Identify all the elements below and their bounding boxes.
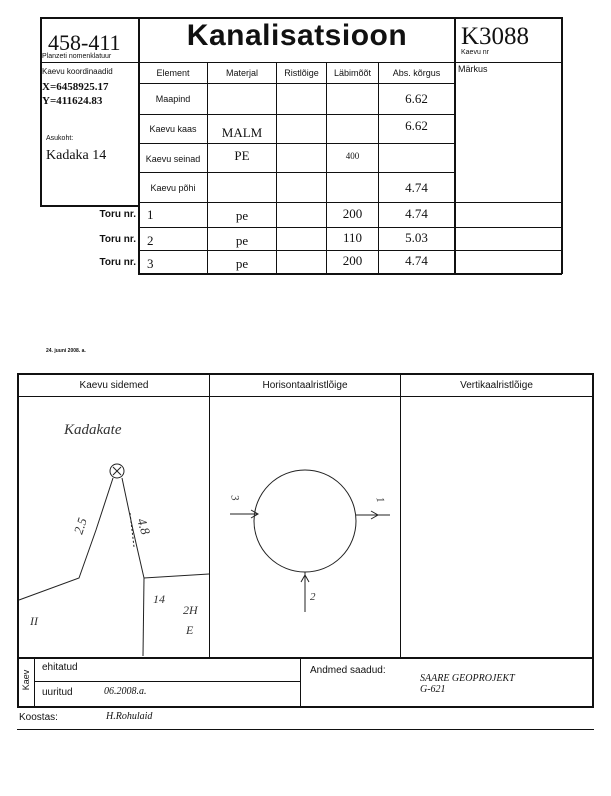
source-company: SAARE GEOPROJEKT bbox=[420, 673, 515, 684]
well-id: K3088 bbox=[461, 23, 530, 50]
sheet-caption: Planzeti nomenklatuur bbox=[42, 53, 112, 60]
row-element: Kaevu põhi bbox=[150, 182, 196, 193]
panel-title-vertical: Vertikaalristlõige bbox=[460, 380, 533, 391]
sketch-pipe-3: 3 bbox=[228, 494, 242, 502]
well-vertical-label: Kaev bbox=[21, 669, 31, 691]
boundary-lower bbox=[143, 578, 144, 656]
coords-label: Kaevu koordinaadid bbox=[42, 67, 113, 76]
col-material: Materjal bbox=[225, 68, 258, 78]
sketch-plot-14: 14 bbox=[153, 592, 165, 606]
row-element: Maapind bbox=[155, 94, 191, 104]
pipe-diameter: 200 bbox=[342, 253, 363, 268]
row-material: PE bbox=[234, 147, 250, 163]
location-label: Asukoht: bbox=[46, 135, 74, 142]
pipe-height: 4.74 bbox=[405, 206, 428, 221]
sketch-plot-e: E bbox=[186, 623, 194, 637]
panel-title-connections: Kaevu sidemed bbox=[79, 380, 149, 391]
pipe-label: Toru nr. bbox=[99, 209, 136, 220]
sketch-plot-ii: II bbox=[30, 614, 38, 628]
col-section: Ristlõige bbox=[284, 68, 319, 78]
row-height: 4.74 bbox=[405, 179, 428, 195]
row-material: MALM bbox=[221, 125, 263, 140]
pipe-height: 5.03 bbox=[405, 230, 428, 245]
author-name: H.Rohulaid bbox=[106, 711, 153, 722]
location-sketch bbox=[19, 464, 209, 656]
col-element: Element bbox=[156, 68, 190, 78]
row-diameter: 400 bbox=[345, 150, 360, 161]
sketch-distance-left: 2.5 bbox=[70, 515, 90, 536]
pipe-diameter: 110 bbox=[342, 230, 363, 245]
sketch-street-label: Kadakate bbox=[64, 422, 122, 438]
pipe-label: Toru nr. bbox=[99, 234, 136, 245]
pipe-material: pe bbox=[235, 208, 249, 223]
author-label: Koostas: bbox=[19, 712, 58, 723]
source-code: G-621 bbox=[420, 684, 446, 695]
surveyed-date: 06.2008.a. bbox=[104, 686, 147, 697]
location-value: Kadaka 14 bbox=[46, 148, 107, 163]
well-caption: Kaevu nr bbox=[461, 49, 490, 56]
row-height: 6.62 bbox=[405, 91, 428, 106]
col-diameter: Läbimõõt bbox=[333, 68, 372, 78]
page-title: Kanalisatsioon bbox=[186, 19, 408, 52]
well-circle bbox=[254, 470, 356, 572]
sheet-number: 458-411 bbox=[48, 30, 121, 55]
surveyed-label: uuritud bbox=[42, 687, 73, 698]
col-height: Abs. kõrgus bbox=[392, 68, 441, 78]
source-label: Andmed saadud: bbox=[310, 665, 386, 676]
pipe-number: 2 bbox=[147, 233, 154, 248]
boundary-right bbox=[122, 478, 209, 578]
sketch-distance-right: 4.8 bbox=[134, 516, 154, 537]
sketch-pipe-1: 1 bbox=[373, 496, 387, 504]
coord-x: X=6458925.17 bbox=[42, 81, 109, 93]
pipe-number: 3 bbox=[147, 256, 154, 271]
boundary-left bbox=[19, 478, 113, 600]
row-height: 6.62 bbox=[405, 118, 428, 133]
date-note: 24. juuni 2008. a. bbox=[46, 348, 86, 354]
pipe-diameter: 200 bbox=[342, 206, 363, 221]
built-label: ehitatud bbox=[42, 662, 78, 673]
row-element: Kaevu kaas bbox=[149, 124, 197, 134]
pipe-number: 1 bbox=[147, 207, 154, 222]
pipe-material: pe bbox=[235, 256, 249, 271]
sketch-plot-2h: 2H bbox=[183, 603, 198, 617]
coord-y: Y=411624.83 bbox=[42, 95, 103, 107]
row-element: Kaevu seinad bbox=[145, 153, 201, 164]
remark-label: Märkus bbox=[458, 64, 488, 74]
pipe-height: 4.74 bbox=[405, 253, 428, 268]
pipe-label: Toru nr. bbox=[99, 257, 136, 268]
panel-title-horizontal: Horisontaalristlõige bbox=[262, 380, 348, 391]
pipe-material: pe bbox=[235, 233, 249, 248]
sketch-pipe-2: 2 bbox=[310, 591, 316, 603]
